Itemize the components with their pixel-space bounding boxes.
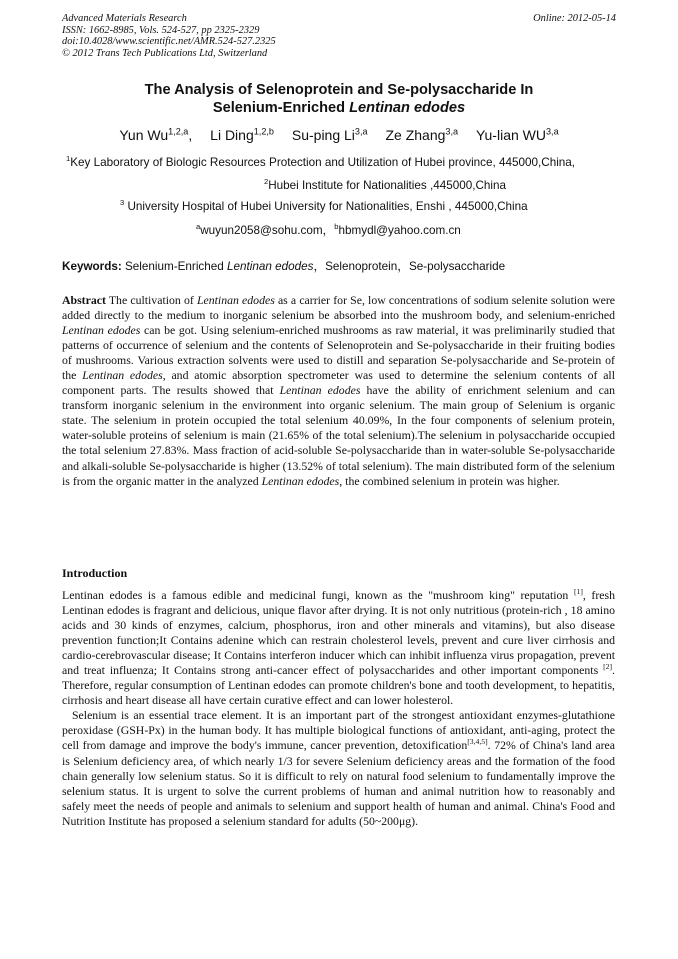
intro-text: . 72% of China's land area is Selenium deficiency area, of which nearly 1/3 for severe Selenium deficiency areas and the formation of the food chain generally low selenium status. So it is difficult to rely on natural food selenium to fundamentally improve the selenium status. It is urgent to solve the current problems of human and animal nutrition how to reasonably and safely meet the needs of people and animals to selenium and support health of human and animal. China's Food and Nutrition Institute has proposed a selenium standard for adults (50~200μg). [62,738,615,828]
abstract-text: , and atomic absorption spectrometer was used to determine the selenium contents of all component parts. The results showed that [62,368,615,398]
author-affil-sup: 1,2,b [253,126,274,137]
introduction-body [62,588,615,829]
author-affil-sup: 3,a [445,126,459,137]
email-a-sup: a [196,222,201,232]
intro-text: , fresh Lentinan edodes is fragrant and delicious, unique flavor after drying. It is not only nutritious (protein-rich , 18 amino acids and 30 kinds of enzymes, calcium, phosphorus, iron and other minerals and vitamins), but also disease prevention function;It Contains adenine which can restrain cholesterol levels, prevent and cure liver cirrhosis and cardio-cerebrovascular disease; It Contains interferon inducer which can inhibit influenza virus propagation, prevent and treat influenza; It Contains strong anti-cancer effect of polysaccharides and other important components [62,588,616,678]
abstract-italic: Lentinan edodes [279,383,361,398]
journal-copyright: © 2012 Trans Tech Publications Ltd, Switzerland [62,47,268,59]
abstract [62,293,615,489]
email-b[interactable]: hbmydl@yahoo.com.cn [338,224,461,237]
citation[interactable]: [1] [573,587,583,597]
affiliation-1 [66,156,575,169]
author-name: Yu-lian WU [475,127,546,143]
keywords [62,258,505,274]
title-line-2-text: Selenium-Enriched [212,100,350,116]
affiliation-2-text: Hubei Institute for Nationalities ,445000,China [268,179,507,192]
journal-name: Advanced Materials Research [62,13,187,24]
affiliation-1-text: Key Laboratory of Biologic Resources Protection and Utilization of Hubei province, 445000,China, [70,156,576,169]
affiliation-2 [264,179,506,192]
affiliation-3-text: University Hospital of Hubei University for Nationalities, Enshi , 445000,China [124,200,528,213]
abstract-italic: Lentinan edodes [261,473,340,488]
author-emails [196,222,461,238]
intro-text: Selenium is an essential trace element. It is an important part of the strongest antioxidant enzymes-glutathione peroxidase (GSH-Px) in the human body. It has multiple biological functions of antioxidant, anti-aging, protect the cell from damage and improve the body's immune, cancer prevention, detoxification [62,708,615,753]
affiliation-1-number: 1 [66,154,71,164]
abstract-italic: Lentinan edodes [82,368,163,383]
citation[interactable]: [3,4,5] [467,737,488,747]
title-line-2 [0,99,678,117]
author-affil-sup: 3,a [354,126,368,137]
online-date: Online: 2012-05-14 [533,13,616,24]
keyword-1-text: Selenium-Enriched [121,260,228,273]
intro-paragraph-1 [62,588,615,708]
abstract-label: Abstract [62,293,106,307]
author-list [0,127,678,143]
author-name: Yun Wu [119,127,169,143]
author [385,127,458,143]
email-a[interactable]: wuyun2058@sohu.com， [200,224,335,237]
affiliation-3-number: 3 [120,198,125,208]
abstract-italic: Lentinan edodes [196,293,275,307]
abstract-italic: Lentinan edodes [62,323,141,338]
abstract-text: The cultivation of [105,293,197,307]
intro-paragraph-2 [62,708,615,828]
author [476,127,559,143]
citation[interactable]: [2] [603,662,613,672]
affiliation-2-number: 2 [264,177,269,187]
author-name: Ze Zhang [385,127,446,143]
author: Yun Wu$^{1,2,a}$, [119,126,193,143]
intro-text: Lentinan edodes is a famous edible and medicinal fungi, known as the "mushroom king" reputation [62,588,574,602]
introduction-heading: Introduction [62,566,128,580]
journal-header [62,13,622,59]
paper-title [0,81,678,117]
abstract-text: have the ability of enrichment selenium and can transform inorganic selenium in the environment into organic selenium. The main group of Selenium is organic state. The selenium in protein occupied the total selenium 40.09%, In the four components of selenium protein, water-soluble proteins of selenium is main (21.65% of the total selenium).The selenium in polysaccharide occupied the total selenium 27.83%. Mass fraction of acid-soluble Se-polysaccharide than in water-soluble Se-polysaccharide and alkali-soluble Se-polysaccharide is higher (13.52% of total selenium). The main distributed form of the selenium is from the organic matter in the analyzed [62,383,615,488]
email-b-sup: b [334,222,339,232]
author-affil-sup: 3,a [545,126,559,137]
author [292,127,368,143]
journal-doi: doi:10.4028/www.scientific.net/AMR.524-527.2325 [62,36,276,48]
author-name: Su-ping Li [291,127,355,143]
abstract-text: , the combined selenium in protein was higher. [339,473,560,488]
author-name: Li Ding [210,127,254,143]
title-line-1: The Analysis of Selenoprotein and Se-polysaccharide In [144,82,534,98]
keyword-1-italic: Lentinan edodes [227,260,314,273]
affiliation-3 [120,200,528,213]
abstract-text: can be got. Using selenium-enriched mushrooms as raw material, it was preliminarily studied that patterns of occurrence of selenium and the contents of Selenoprotein and Se-polysaccharide in their fruiting bodies of mushrooms. Various extraction solvents were used to distill and separation Se-polysaccharide and Se-protein of the [62,323,615,383]
keywords-label: Keywords: [62,260,122,273]
abstract-text: as a carrier for Se, low concentrations of sodium selenite solution were added directly to the medium to inorganic selenium be absorbed into the mushroom body, and selenium-enriched [62,293,615,323]
journal-issn: ISSN: 1662-8985, Vols. 524-527, pp 2325-2329 [62,24,260,36]
author [210,127,274,143]
keywords-rest: ，Selenoprotein，Se-polysaccharide [313,260,506,273]
title-line-2-italic: Lentinan edodes [349,100,466,116]
intro-text: . Therefore, regular consumption of Lentinan edodes can promote children's bone and tooth development, to hepatitis, cirrhosis and heart disease all have certain curative effect and can lower holesterol. [62,663,615,708]
author-affil-sup: 1,2,a [168,126,189,137]
